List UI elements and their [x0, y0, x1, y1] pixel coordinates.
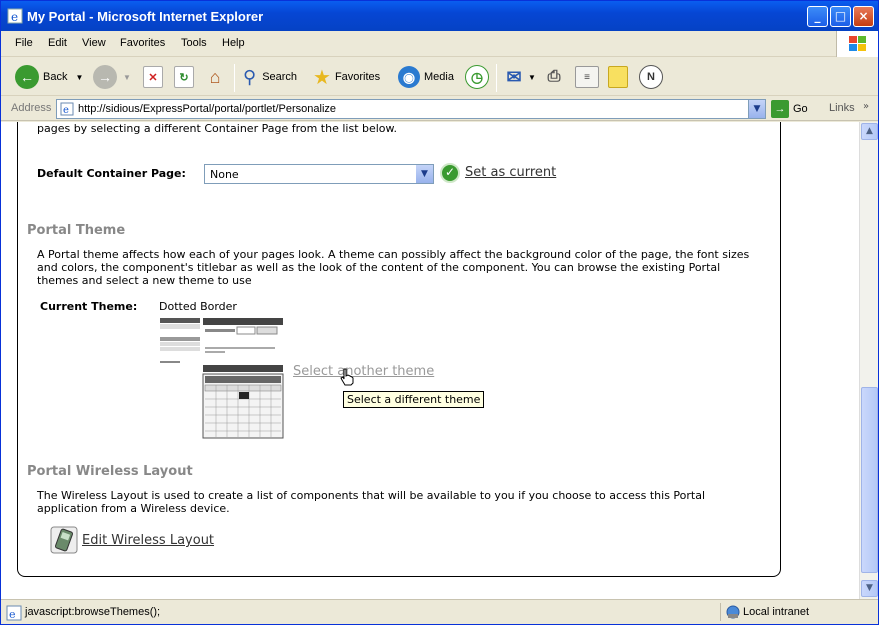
- security-zone: Local intranet: [743, 606, 810, 618]
- intranet-icon: [725, 604, 741, 620]
- go-button[interactable]: [771, 99, 808, 119]
- set-as-current-link[interactable]: Set as current: [465, 165, 557, 180]
- menu-file[interactable]: File: [15, 37, 33, 49]
- search-label: Search: [262, 71, 298, 83]
- mail-icon: ✉: [506, 66, 522, 87]
- home-button[interactable]: [205, 62, 225, 92]
- history-button[interactable]: [465, 62, 489, 92]
- menu-view[interactable]: View: [82, 37, 106, 49]
- select-another-theme-link[interactable]: Select another theme: [293, 364, 435, 379]
- minimize-button[interactable]: _: [807, 6, 828, 27]
- standard-toolbar: [1, 58, 878, 96]
- wireless-device-icon[interactable]: [50, 526, 78, 554]
- discuss-button[interactable]: [608, 62, 628, 92]
- stop-icon: ✕: [143, 66, 163, 88]
- status-text: javascript:browseThemes();: [25, 606, 161, 618]
- search-button[interactable]: [243, 62, 297, 92]
- menu-tools[interactable]: Tools: [181, 37, 207, 49]
- page-content: [1, 122, 859, 599]
- current-theme-value: Dotted Border: [159, 300, 237, 313]
- scroll-down-icon[interactable]: ▼: [861, 580, 878, 597]
- scroll-up-icon[interactable]: ▲: [861, 123, 878, 140]
- messenger-icon: N: [639, 65, 663, 89]
- stop-button[interactable]: [143, 62, 163, 92]
- close-button[interactable]: ×: [853, 6, 874, 27]
- checkmark-icon[interactable]: ✓: [440, 163, 460, 183]
- back-label: Back: [43, 71, 68, 83]
- go-label: Go: [793, 103, 808, 115]
- history-icon: ◷: [465, 65, 489, 89]
- note-icon: [608, 66, 628, 88]
- messenger-button[interactable]: [639, 62, 663, 92]
- forward-button[interactable]: → ▼: [93, 62, 131, 92]
- page-icon: [60, 102, 74, 116]
- favorites-button[interactable]: [313, 62, 380, 92]
- print-icon: ⎙: [547, 68, 561, 85]
- title-bar: [1, 1, 878, 31]
- chevron-down-icon: ▼: [416, 165, 433, 183]
- status-bar: [1, 599, 878, 624]
- forward-arrow-icon: →: [93, 65, 117, 89]
- status-page-icon: [6, 605, 22, 621]
- theme-tooltip: Select a different theme: [343, 391, 484, 408]
- edit-wireless-layout-link[interactable]: Edit Wireless Layout: [82, 533, 215, 548]
- links-button[interactable]: Links: [829, 102, 855, 114]
- address-label: Address: [11, 102, 52, 114]
- menu-favorites[interactable]: Favorites: [120, 37, 166, 49]
- mail-button[interactable]: ✉ ▼: [504, 62, 536, 92]
- menu-help[interactable]: Help: [222, 37, 245, 49]
- address-dropdown-icon[interactable]: ▼: [748, 100, 765, 118]
- refresh-icon: ↻: [174, 66, 194, 88]
- links-chevron-icon[interactable]: »: [863, 101, 870, 112]
- portal-theme-title: Portal Theme: [27, 223, 126, 238]
- wireless-layout-title: Portal Wireless Layout: [27, 464, 193, 479]
- star-icon: ★: [313, 66, 331, 89]
- search-icon: ⚲: [243, 66, 257, 87]
- svg-text:e: e: [9, 608, 16, 621]
- default-container-select[interactable]: [204, 164, 434, 184]
- intro-text: pages by selecting a different Container Page from the list below.: [37, 122, 398, 135]
- edit-button[interactable]: [575, 62, 599, 92]
- maximize-button[interactable]: □: [830, 6, 851, 27]
- address-input[interactable]: [56, 99, 766, 119]
- default-container-label: Default Container Page:: [37, 167, 186, 180]
- favorites-label: Favorites: [334, 71, 381, 83]
- edit-page-icon: ≡: [575, 66, 599, 88]
- media-label: Media: [424, 71, 454, 83]
- default-container-value: None: [210, 168, 239, 181]
- address-bar: [1, 97, 878, 121]
- refresh-button[interactable]: [174, 62, 194, 92]
- home-icon: ⌂: [209, 66, 221, 87]
- back-arrow-icon: ←: [15, 65, 39, 89]
- svg-text:e: e: [63, 105, 69, 116]
- ie-page-icon: [7, 8, 23, 24]
- go-arrow-icon: →: [771, 100, 789, 118]
- hand-cursor-icon: [340, 368, 354, 386]
- svg-text:e: e: [11, 10, 19, 24]
- menu-edit[interactable]: Edit: [48, 37, 67, 49]
- back-button[interactable]: ← Back ▼: [15, 62, 83, 92]
- print-button[interactable]: [544, 62, 564, 92]
- address-url: http://sidious/ExpressPortal/portal/portlet/Personalize: [78, 103, 337, 115]
- theme-preview-thumbnail[interactable]: [159, 317, 285, 439]
- windows-logo-icon: [836, 31, 878, 57]
- scroll-thumb[interactable]: [861, 387, 878, 573]
- portal-theme-description: A Portal theme affects how each of your pages look. A theme can possibly affect the background color of the page, the font sizes and colors, the component's titlebar as well as the look of the content of the component. You can browse the existing Portal themes and select a new theme to use: [37, 248, 750, 287]
- media-button[interactable]: [398, 62, 454, 92]
- window-title: My Portal - Microsoft Internet Explorer: [27, 9, 264, 24]
- media-globe-icon: ◉: [398, 66, 420, 88]
- menu-bar: [1, 31, 878, 57]
- wireless-layout-description: The Wireless Layout is used to create a list of components that will be available to you if you choose to access this Portal application from a Wireless device.: [37, 489, 706, 515]
- vertical-scrollbar[interactable]: [859, 122, 878, 599]
- current-theme-label: Current Theme:: [40, 300, 138, 313]
